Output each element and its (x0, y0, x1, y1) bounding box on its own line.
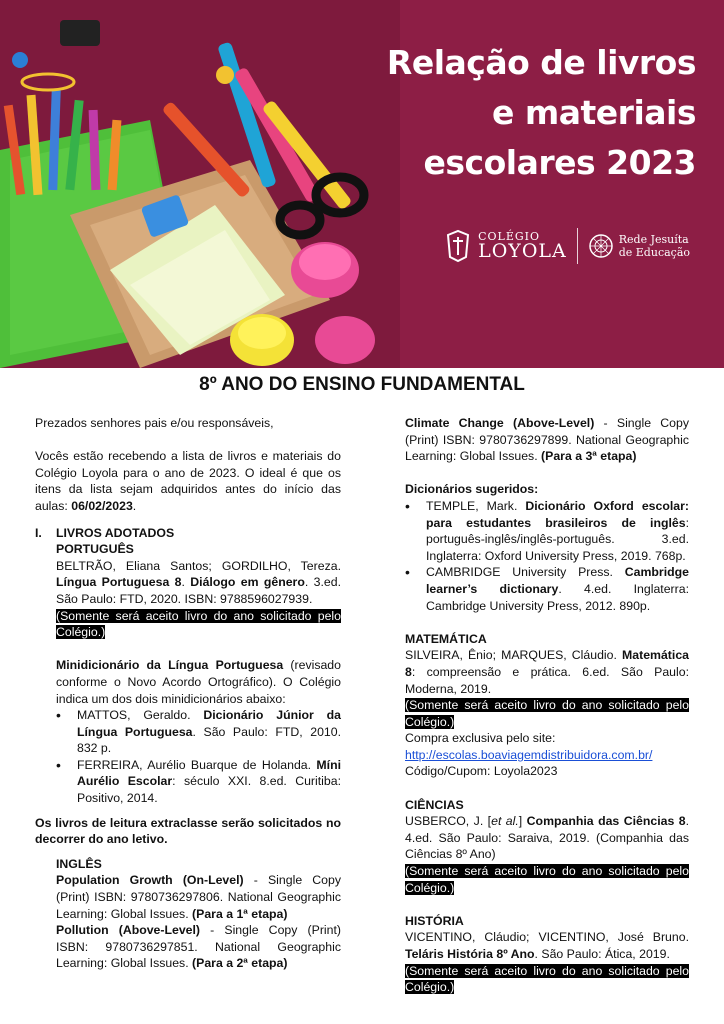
logo-divider (577, 228, 578, 264)
cupom-text: Código/Cupom: Loyola2023 (405, 764, 558, 779)
ref-title: Matemática 8 (405, 648, 689, 679)
minidicionario-list (35, 707, 341, 807)
item-text: - Single Copy (Print) ISBN: 9780736297899. National Geographic Learning: Global Issues. (405, 416, 689, 464)
item-text: CAMBRIDGE University Press. (426, 565, 625, 580)
item-text: . São Paulo: FTD, 2010. 832 p. (77, 724, 341, 756)
item-title: Dicionário Oxford escolar: para estudantes brasileiros de inglês (426, 498, 689, 530)
ref-title: Teláris História 8º Ano (405, 947, 535, 961)
colegio-loyola-logo (444, 229, 567, 263)
logo-rede-line-2: de Educação (618, 246, 690, 259)
logo-loyola-text: LOYOLA (478, 240, 567, 262)
ciencias-note (405, 863, 689, 896)
compra-text: Compra exclusiva pelo site: (405, 731, 556, 746)
ref-text: . 4.ed. São Paulo: Saraiva, 2019. (Companhia das Ciências 8º Ano) (405, 814, 689, 862)
ref-text: SILVEIRA, Ênio; MARQUES, Cláudio. (405, 648, 623, 663)
note-highlight: (Somente será aceito livro do ano solicitado pelo Colégio.) (405, 963, 689, 995)
item-text: FERREIRA, Aurélio Buarque de Holanda. (77, 757, 317, 772)
ref-text: USBERCO, J. [ (405, 814, 492, 829)
leitura-note: Os livros de leitura extraclasse serão solicitados no decorrer do ano letivo. (35, 815, 341, 847)
ref-text: . São Paulo: Ática, 2019. (534, 947, 670, 961)
distribuidora-link[interactable]: http://escolas.boaviagemdistribuidora.com.br/ (405, 747, 653, 762)
banner-title (387, 38, 696, 188)
item-text: MATTOS, Geraldo. (77, 708, 204, 723)
historia-reference (405, 929, 689, 962)
item-title: Pollution (Above-Level) (56, 923, 201, 938)
historia-note (405, 963, 689, 996)
item-title: Cambridge learner’s dictionary (426, 565, 689, 596)
ref-italic: et al. (491, 814, 519, 829)
item-title: Dicionário Júnior da Língua Portuguesa (77, 708, 341, 739)
ciencias-reference (405, 813, 689, 863)
ingles-heading: INGLÊS (56, 856, 102, 871)
portugues-reference (56, 558, 341, 608)
item-text: . 4.ed. Inglaterra: Cambridge University Press, 2012. 890p. (426, 581, 689, 613)
list-item (405, 564, 689, 614)
ref-title: Companhia das Ciências 8 (526, 814, 686, 829)
section-livros-adotados (35, 525, 341, 542)
left-column (35, 415, 341, 972)
minidicionario-heading: Minidicionário da Língua Portuguesa (56, 658, 284, 673)
minidicionario-intro (56, 657, 341, 707)
item-title: Míni Aurélio Escolar (77, 757, 341, 789)
ref-text: : compreensão e prática. 6.ed. São Paulo: Moderna, 2019. (405, 664, 689, 696)
ciencias-heading: CIÊNCIAS (405, 797, 464, 812)
ref-subtitle: Diálogo em gênero (190, 575, 305, 590)
greeting: Prezados senhores pais e/ou responsáveis, (35, 416, 274, 430)
matematica-reference (405, 647, 689, 697)
ingles-block (35, 856, 341, 972)
item-etapa: (Para a 2ª etapa) (192, 956, 288, 971)
portugues-heading: PORTUGUÊS (56, 542, 134, 557)
item-etapa: (Para a 3ª etapa) (541, 449, 637, 464)
portugues-block (35, 541, 341, 707)
ref-text: ] (518, 814, 527, 829)
item-text: : século XXI. 8.ed. Curitiba: Positivo, 2014. (77, 774, 341, 806)
item-text: : português-inglês/inglês-português. 3.ed. Inglaterra: Oxford University Press, 2019. 768p. (426, 515, 689, 563)
note-highlight: (Somente será aceito livro do ano solicitado pelo Colégio.) (56, 608, 341, 640)
loyola-crest-icon (444, 229, 472, 263)
minidicionario-text: (revisado conforme o Novo Acordo Ortográfico). O Colégio indica um dos dois minidicionários abaixo: (56, 658, 341, 706)
intro-body: Vocês estão recebendo a lista de livros e materiais do Colégio Loyola para o ano de 2023. O ideal é que os itens da lista sejam adquiridos antes do início das aulas: (35, 449, 341, 513)
rede-jesuita-seal-icon (588, 233, 614, 259)
item-etapa: (Para a 1ª etapa) (192, 906, 288, 921)
note-highlight: (Somente será aceito livro do ano solicitado pelo Colégio.) (405, 864, 689, 895)
list-item (56, 757, 341, 807)
grade-title: 8º ANO DO ENSINO FUNDAMENTAL (199, 374, 525, 395)
note-highlight: (Somente será aceito livro do ano solicitado pelo Colégio.) (405, 698, 689, 729)
ingles-item (56, 872, 341, 922)
ingles-item (405, 415, 689, 465)
logos (444, 228, 690, 264)
dicionarios-list (405, 498, 689, 614)
section-number: I. (35, 525, 42, 540)
banner-title-line-3: escolares 2023 (423, 143, 696, 182)
intro-date-end: . (132, 498, 137, 513)
list-item (56, 707, 341, 757)
right-column (405, 415, 689, 996)
banner-title-line-2: e materiais (492, 93, 696, 132)
logo-rede-line-1: Rede Jesuíta (618, 233, 689, 246)
ingles-item (56, 922, 341, 972)
header-banner (0, 0, 724, 368)
ref-title: Língua Portuguesa 8 (56, 575, 182, 590)
ref-text: BELTRÃO, Eliana Santos; GORDILHO, Tereza. (56, 558, 341, 573)
item-title: Climate Change (Above-Level) (405, 416, 595, 430)
ref-text: . 3.ed. São Paulo: FTD, 2020. ISBN: 9788596027939. (56, 575, 341, 606)
item-text: - Single Copy (Print) ISBN: 9780736297851. National Geographic Learning: Global Issues. (56, 923, 341, 971)
logo-colegio-text: COLÉGIO (478, 230, 540, 243)
section-title: LIVROS ADOTADOS (56, 525, 175, 540)
school-supplies-illustration (0, 0, 400, 368)
ref-text: VICENTINO, Cláudio; VICENTINO, José Bruno. (405, 930, 689, 945)
matematica-note (405, 697, 689, 730)
item-text: TEMPLE, Mark. (426, 498, 526, 513)
ref-text: . (181, 575, 191, 590)
list-item (405, 498, 689, 564)
banner-title-line-1: Relação de livros (386, 43, 696, 82)
intro-date: 06/02/2023 (71, 498, 133, 513)
portugues-note (56, 608, 341, 641)
rede-jesuita-logo (588, 233, 690, 259)
item-title: Population Growth (On-Level) (56, 873, 244, 888)
intro-paragraph (35, 448, 341, 514)
item-text: - Single Copy (Print) ISBN: 9780736297806. National Geographic Learning: Global Issues. (56, 873, 341, 921)
dicionarios-heading: Dicionários sugeridos: (405, 482, 539, 497)
matematica-heading: MATEMÁTICA (405, 631, 487, 646)
historia-heading: HISTÓRIA (405, 913, 464, 928)
